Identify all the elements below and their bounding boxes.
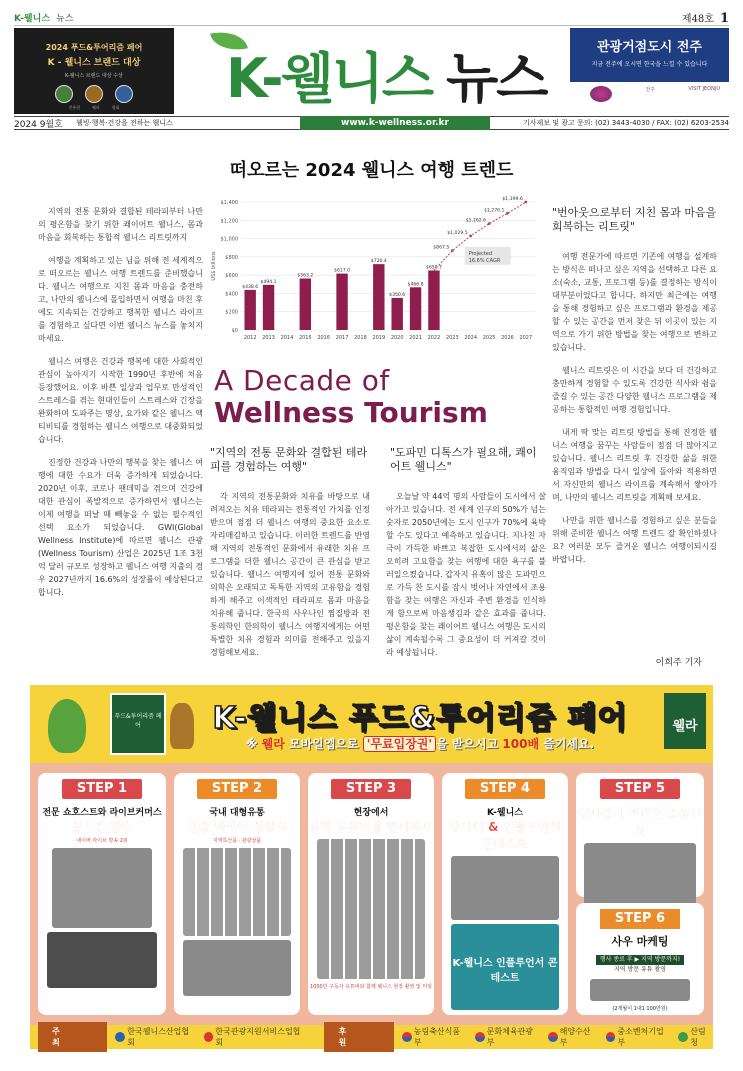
banner-title: K-웰니스 푸드&투어리즘 페어 [212, 701, 628, 736]
forest-logo-icon [678, 1032, 688, 1042]
newspaper-title: K-웰니스 뉴스 [226, 47, 547, 110]
chart-title-line2: Wellness Tourism [214, 396, 488, 429]
x-tick-label: 2020 [390, 335, 404, 341]
author-byline: 이희주 기자 [655, 658, 702, 668]
livestream-photo [52, 848, 152, 928]
bar [410, 287, 421, 330]
support-item: 산림청 [678, 1026, 713, 1048]
x-tick-label: 2014 [280, 335, 294, 341]
support-item: 농림축산식품부 [402, 1026, 467, 1048]
x-tick-label: 2024 [464, 335, 478, 341]
bar-value-label: $650.7 [425, 265, 442, 271]
step-card-1[interactable]: STEP 1 전문 쇼호스트와 라이브커머스 실시간 방송 네이버 라이브 방송 2위 [38, 773, 166, 1015]
mascot-leaf-icon [48, 699, 86, 753]
x-tick-label: 2016 [317, 335, 331, 341]
step-card-2[interactable]: STEP 2 국내 대형유통 현장 바이어 상담회 지역특산품 · 관광상품 [174, 773, 300, 1015]
x-tick-label: 2025 [482, 335, 496, 341]
support-item: 해양수산부 [548, 1026, 598, 1048]
projection-point [506, 212, 509, 215]
influencer-contest-poster: K-웰니스 인플루언서 콘테스트 [451, 924, 559, 1010]
fair-poster: 푸드&투어리즘 페어 [110, 693, 166, 755]
y-tick-label: $800 [225, 254, 238, 261]
projection-value-label: $1,399.6 [502, 197, 523, 203]
award-logo-icon [115, 85, 133, 103]
y-tick-label: $600 [225, 273, 238, 280]
page-number: 1 [719, 10, 729, 26]
article-column-2: 각 지역의 전통문화와 치유를 바탕으로 내려져오는 치유 테라피는 전통적인 가치를 인정받으며 점점 더 웰니스 여행의 중요한 요소로 자리매김하고 있습니다. 이러한 트렌드를 반영해 지역의 전통적인 문화에서 유래한 치유 프로그램을 더한 웰니스 공간이 큰 관심을 받고 있습니다. 웰니스 여행지에 있어 전통 문화와 의학은 오래되고 독특한 지역의 고유함을 경험하게 해주고 이색적인 테라피로 몸과 마음을 치유해 줍니다. 한국의 사우나인 찜질방과 전통의학인 한의학이 웰니스 여행지에게는 어떤 특별한 치유 경험과 의미를 전해주고 있을지 경험해보세요. [210, 492, 370, 657]
award-logos [14, 85, 174, 103]
pull-quote-therapy: "지역의 전통 문화와 결합된 테라피를 경험하는 여행" [210, 446, 368, 473]
step-card-4[interactable]: STEP 4 K-웰니스 팜파티 & 인플루언서 콘테스트 K-웰니스 인플루언서 콘테스트 [442, 773, 568, 1015]
section-name: 뉴스 [56, 14, 74, 24]
x-tick-label: 2017 [335, 335, 349, 341]
projection-point [524, 201, 527, 204]
wella-app-logo[interactable]: 웰라 [664, 693, 706, 749]
banner-subtitle: ※ 웰라 모바일앱으로 '무료입장권' 을 받으시고 100배 즐기세요. [245, 737, 595, 751]
host-item: 한국웰니스산업협회 [115, 1026, 195, 1048]
y-tick-label: $1,000 [220, 236, 238, 243]
award-logo-icon [85, 85, 103, 103]
step-card-5[interactable]: STEP 5 행사장이 거대한 스튜디오 [576, 773, 704, 897]
bar [300, 279, 311, 330]
government-logo-icon [548, 1032, 558, 1042]
issue-date: 2024 9월호 [14, 119, 63, 130]
bar [336, 274, 347, 330]
projection-annotation-text: Projected [468, 250, 493, 257]
bar-value-label: $438.6 [242, 284, 259, 290]
y-tick-label: $200 [225, 309, 238, 316]
article-column-3: 오늘날 약 44억 명의 사람들이 도시에서 살아가고 있습니다. 전 세계 인구의 50%가 넘는 숫자로 2050년에는 도시 인구가 70%에 육박할 수도 있다고 예측하고 있습니다. 지나친 자극이 가득한 바쁘고 복잡한 도시에서의 삶은 오히려 고요함을 찾는 여행에 대한 욕구를 불러일으켰습니다. 갑자지 유혹이 많은 도파민으로 가득 찬 도시를 잠시 벗어나 자연에서 조용함을 찾는 여행은 자신과 주변 환경을 인식하게 함으로써 마음챙김과 같은 효과를 줍니다. 평온함을 찾는 쾌이어트 웰니스 여행은 도시의 삶이 계속될수록 그 중요성이 더 커져갈 것이라 예상됩니다. [386, 492, 546, 657]
jeonju-ad[interactable]: 관광거점도시 전주 지금 전주에 오시면 한국을 느낄 수 있습니다 [570, 28, 729, 82]
slogan: 웰빙·행복·건강을 전하는 웰니스 [76, 119, 173, 127]
x-tick-label: 2027 [519, 335, 533, 341]
support-label: 후 원 [324, 1022, 393, 1052]
y-tick-label: $400 [225, 291, 238, 298]
award-logo-icon [55, 85, 73, 103]
bar [391, 298, 402, 330]
section-label [14, 11, 73, 24]
article-column-1: 지역의 전통 문화와 결합된 테라피부터 나만의 평온함을 찾기 위한 쾌이어트 웰니스, 몸과 마음을 회복하는 통합적 웰니스 리트릿까지 여행을 계획하고 있는 님을 위해 전 세계적으로 떠오르는 웰니스 여행 트렌드를 준비했습니다. 웰니스 여행으로 지친 몸과 마음을 충전하고, 나만의 웰니스에 몰입하면서 여행을 마친 후에도 지속되는 건강하고 행복한 웰니스 라이프를 경험하고 싶다면 이번 웰니스 뉴스를 놓치지 마세요. 웰니스 여행은 건강과 행복에 대한 사회적인 관심이 높아지기 시작한 1990년 후반에 처음 등장했어요. 이후 바쁜 일상과 업무로 만성적인 스트레스를 겪는 현대인들이 스트레스와 긴장을 완화하며 도파주는 명상, 요가와 같은 웰니스 액티비티를 경험하는 웰니스 여행으로 대중화되었습니다. 진정한 건강과 나만의 행복을 찾는 웰니스 여행에 대한 수요가 더욱 증가하게 되었습니다. 2020년 이후, 코로나 팬데믹을 겪으며 건강에 대한 관심이 폭발적으로 증가하면서 웰니스는 이제 여행을 떠날 때 빼놓을 수 없는 필수적인 선택 요소가 되었습니다. GWI(Global Wellness Institute)에 따르면 웰니스 관광(Wellness Tourism) 산업은 2025년 1조 3천억 달러 규모로 성장하고 웰니스 여행 지출의 경우 2027년까지 16.6%의 성장률이 예상된다고 합니다. [38, 207, 203, 597]
y-tick-label: $0 [231, 328, 238, 334]
date-bar [14, 116, 729, 130]
government-logo-icon [606, 1032, 616, 1042]
projection-point [451, 249, 454, 252]
bar [428, 271, 439, 330]
x-tick-label: 2019 [372, 335, 386, 341]
x-tick-label: 2015 [298, 335, 312, 341]
projection-value-label: $1,162.6 [465, 218, 487, 224]
bar-value-label: $494.1 [260, 279, 277, 285]
bar-value-label: $720.4 [370, 259, 387, 265]
projection-value-label: $1,029.5 [447, 230, 468, 236]
government-logo-icon [402, 1032, 412, 1042]
fair-banner[interactable] [30, 685, 713, 763]
projection-point [469, 234, 472, 237]
y-axis-label: US$ billions [211, 251, 217, 281]
phone-screens-photo [47, 932, 157, 988]
wellness-tourism-chart [205, 192, 545, 352]
x-tick-label: 2012 [243, 335, 257, 341]
top-strip [14, 10, 729, 26]
issue-number: 제48호 1 [681, 10, 729, 26]
pull-quote-retreat: "번아웃으로부터 지친 몸과 마음을 회복하는 리트릿" [552, 206, 717, 233]
x-tick-label: 2026 [501, 335, 514, 341]
article-headline: 떠오르는 2024 웰니스 여행 트렌드 [229, 160, 514, 181]
pull-quote-detox: "도파민 디톡스가 필요해, 쾌이어트 웰니스" [390, 446, 537, 473]
bar-value-label: $350.6 [389, 292, 406, 298]
buyer-meeting-photo [183, 940, 291, 996]
step-card-6[interactable]: STEP 6 사우 마케팅 행사 종료 후 ▶ 지역 방문까지! 지역 방문 유튜 촬영 (2개월이 1대1 100만원) [576, 903, 704, 1015]
marketing-photo [590, 979, 690, 1001]
bar [244, 290, 255, 330]
support-item: 문화체육관광부 [475, 1026, 540, 1048]
website-link[interactable]: www.k-wellness.or.kr [300, 116, 490, 130]
x-tick-label: 2013 [262, 335, 275, 341]
bar-value-label: $617.0 [334, 268, 351, 274]
step-card-3[interactable]: STEP 3 현장에서 유명 유튜버를 만나세요 1000만 구독자 유튜버와 함께 웰니스 현장 촬영 및 미팅 [308, 773, 434, 1015]
bar [263, 285, 274, 330]
contact-info: 기사제보 및 광고 문의: (02) 3443-4030 / FAX: (02) 6203-2534 [523, 119, 729, 127]
association-logo-icon [204, 1032, 214, 1042]
association-logo-icon [115, 1032, 125, 1042]
bar-value-label: $563.2 [297, 273, 314, 279]
brand-mark: K-웰니스 [14, 14, 51, 24]
projection-value-label: $1,276.1 [483, 208, 505, 214]
projection-point [488, 222, 491, 225]
award-badge: 2024 푸드&투어리즘 페어 K - 웰니스 브랜드 대상 K-웰니스 브랜드 대상 수상 진흥원 웰라 협회 [14, 28, 174, 114]
chart-title-line1: A Decade of [214, 364, 390, 397]
y-tick-label: $1,400 [220, 200, 238, 206]
masthead [14, 28, 729, 114]
host-label: 주 최 [38, 1022, 107, 1052]
chart-svg [205, 192, 545, 352]
x-tick-label: 2021 [409, 335, 422, 341]
x-tick-label: 2023 [445, 335, 459, 341]
support-item: 중소벤처기업부 [606, 1026, 671, 1048]
projection-annotation-text: 16.6% CAGR [468, 257, 501, 264]
steps-panel [30, 763, 713, 1025]
government-logo-icon [475, 1032, 485, 1042]
x-tick-label: 2018 [354, 335, 367, 341]
bar [373, 264, 384, 330]
youtuber-thumbnails-grid [317, 839, 425, 979]
article-column-4: 여행 전문가에 따르면 기존에 여행을 설계하는 방식은 떠나고 싶은 지역을 선택하고 다른 요소(숙소, 교통, 프로그램 등)를 결정하는 방식이 대부분이었다고 합니다. 하지만 최근에는 여행을 통해 경험하고 싶은 프로그램과 환경을 제공할 수 있는 공간을 먼저 찾은 뒤 이곳이 있는 지역으로 가기 위한 방법을 찾는 여행으로 변하고 있습니다. 웰니스 리트릿은 이 시간을 보다 더 건강하고 충만하게 경험할 수 있도록 건강한 식사와 쉼을 즐길 수 있는 공간 다양한 웰니스 프로그램을 제공하는 통합적인 여행 경험입니다. 내게 딱 맞는 리트릿 방법을 통해 진정한 웰니스 여행을 꿈꾸는 사람들이 점점 더 많아지고 있습니다. 웰니스 리트릿 후 건강한 삶을 위한 움직임과 방법을 다시 일상에 돌아와 적용하면서 자신만의 웰니스 라이프를 계속해서 쌓아가며, 나만의 웰니스 리트릿을 계획해 보세요. 나만을 위한 웰니스를 경험하고 싶은 분들을 위해 준비한 웰니스 여행 트렌드 잘 확인하셨나요? 여러분 모두 즐거운 웰니스 여행이되시길 바랍니다. [552, 252, 717, 564]
y-tick-label: $1,200 [220, 218, 238, 225]
x-tick-label: 2022 [427, 335, 441, 341]
projection-value-label: $867.5 [433, 245, 450, 251]
flower-logo-icon [590, 86, 612, 102]
bar-value-label: $466.8 [407, 282, 424, 288]
farm-party-photo [451, 856, 559, 920]
jeonju-logos: 전주 VISIT JEONJU [590, 86, 720, 102]
buyer-logos-grid [183, 848, 291, 936]
host-item: 한국관광지원서비스업협회 [204, 1026, 307, 1048]
sponsor-bar [30, 1025, 713, 1049]
